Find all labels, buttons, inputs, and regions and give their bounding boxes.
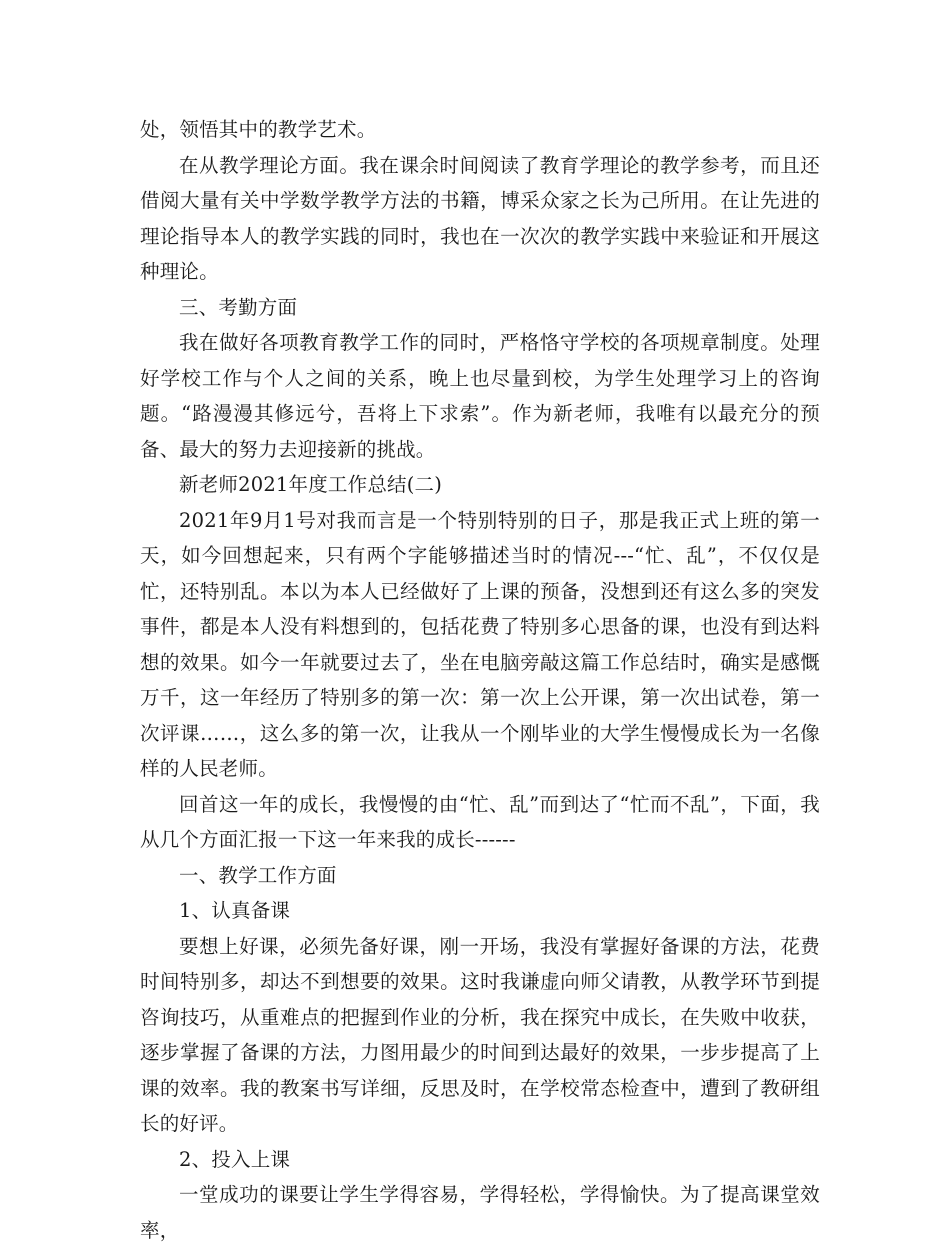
- section-heading-teaching-work: 一、教学工作方面: [179, 863, 337, 887]
- paragraph-continuation: 处，领悟其中的教学艺术。: [140, 118, 377, 141]
- document-subtitle: 新老师2021年度工作总结(二): [179, 473, 443, 496]
- paragraph-first-day: 2021年9月1号对我而言是一个特别特别的日子，那是我正式上班的第一天，如今回想起来，只有两个字能够描述当时的情况---“忙、乱”，不仅仅是忙，还特别乱。本以为本人已经做好了上课的预备，没想到还有这么多的突发事件，都是本人没有料想到的，包括花费了特别多心思备的课，也没有到达料想的效果。如今一年就要过去了，坐在电脑旁敲这篇工作总结时，确实是感慨万千，这一年经历了特别多的第一次：第一次上公开课，第一次出试卷，第一次评课……，这么多的第一次，让我从一个刚毕业的大学生慢慢成长为一名像样的人民老师。: [140, 508, 820, 780]
- section-heading-attendance: 三、考勤方面: [179, 295, 298, 319]
- paragraph-lesson-prep: 要想上好课，必须先备好课，刚一开场，我没有掌握好备课的方法，花费时间特别多，却达不到想要的效果。这时我谦虚向师父请教，从教学环节到提咨询技巧，从重难点的把握到作业的分析，我在探究中成长，在失败中收获，逐步掌握了备课的方法，力图用最少的时间到达最好的效果，一步步提高了上课的效率。我的教案书写详细，反思及时，在学校常态检查中，遭到了教研组长的好评。: [140, 934, 820, 1135]
- subsection-heading-lesson-prep: 1、认真备课: [179, 899, 291, 922]
- paragraph-attendance: 我在做好各项教育教学工作的同时，严格恪守学校的各项规章制度。处理好学校工作与个人之间的关系，晚上也尽量到校，为学生处理学习上的咨询题。“路漫漫其修远兮，吾将上下求索”。作为新老师，我唯有以最充分的预备、最大的努力去迎接新的挑战。: [140, 331, 820, 461]
- paragraph-teaching: 一堂成功的课要让学生学得容易，学得轻松，学得愉快。为了提高课堂效率，: [140, 1183, 820, 1242]
- subsection-heading-teaching: 2、投入上课: [179, 1147, 291, 1171]
- paragraph-growth-review: 回首这一年的成长，我慢慢的由“忙、乱”而到达了“忙而不乱”，下面，我从几个方面汇报一下这一年来我的成长------: [140, 792, 820, 851]
- document-body: [140, 112, 820, 1248]
- paragraph-teaching-theory: 在从教学理论方面。我在课余时间阅读了教育学理论的教学参考，而且还借阅大量有关中学数学教学方法的书籍，博采众家之长为己所用。在让先进的理论指导本人的教学实践的同时，我也在一次次的教学实践中来验证和开展这种理论。: [140, 153, 820, 283]
